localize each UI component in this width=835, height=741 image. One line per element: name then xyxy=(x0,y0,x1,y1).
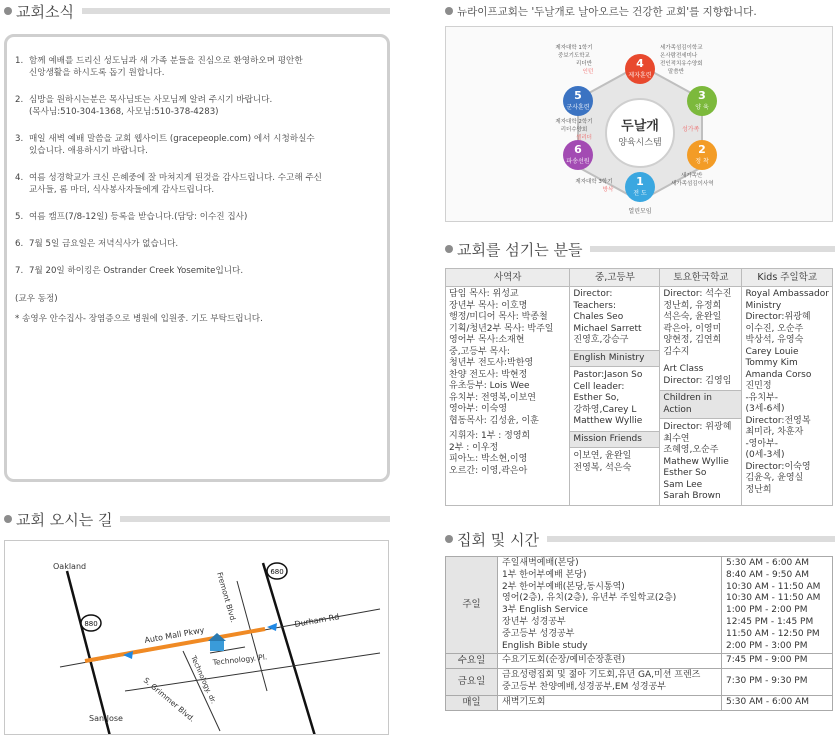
svg-text:셀리더: 셀리더 xyxy=(576,135,592,141)
header-bar xyxy=(120,516,390,522)
friday-services-cell xyxy=(498,669,722,696)
san-jose-label: San Jose xyxy=(89,714,123,723)
text-line: 2부 한어부예배(본당,동시통역) xyxy=(502,581,625,592)
map-section-header xyxy=(4,508,390,530)
text-line: 11:50 AM - 12:50 PM xyxy=(726,628,820,639)
text-line: 이수진, 오순주 xyxy=(745,323,804,334)
text-line: 중,고등부 목사: xyxy=(449,346,510,357)
text-line: 중고등부 성경공부 xyxy=(502,628,575,639)
youth-cell xyxy=(570,287,660,506)
text-line: Michael Sarrett xyxy=(573,323,642,334)
text-line: Carey Louie xyxy=(745,346,799,357)
bullet-icon xyxy=(445,245,453,253)
text-line: 조혜영,오순주 xyxy=(663,445,719,455)
news-title: 교회소식 xyxy=(16,2,74,21)
text-line: 진영호,강승구 xyxy=(573,335,629,345)
hwy-680-label: 680 xyxy=(270,568,284,576)
services-section-header xyxy=(445,528,835,550)
text-line: Esther So, xyxy=(573,393,620,403)
svg-text:제자대학 2학기: 제자대학 2학기 xyxy=(555,119,593,125)
text-line: 최수연 xyxy=(663,433,690,444)
kids-school-cell xyxy=(742,287,833,506)
line-list xyxy=(573,289,656,347)
text-line: Esther So xyxy=(663,468,707,478)
notice-number: 7. xyxy=(15,266,24,276)
servants-table xyxy=(445,268,833,506)
line-list xyxy=(573,451,656,474)
text-line: Director:이숙영 xyxy=(745,461,811,472)
line-list xyxy=(502,558,717,652)
wednesday-time-cell: 7:45 PM - 9:00 PM xyxy=(722,654,833,669)
text-line: Sam Lee xyxy=(663,479,703,490)
line-list xyxy=(573,370,656,428)
text-line: Art Class xyxy=(663,364,704,374)
directions-map xyxy=(4,540,389,735)
notice-number: 1. xyxy=(15,56,24,66)
header-bar xyxy=(590,246,835,252)
text-line: 3부 English Service xyxy=(502,605,588,616)
text-line: 중고등부 찬양예배,성경공부,EM 성경공부 xyxy=(502,681,666,692)
svg-text:1: 1 xyxy=(636,175,644,188)
text-line: 지휘자: 1부 : 정영희 xyxy=(449,431,531,441)
text-line: Pastor:Jason So xyxy=(573,370,643,380)
notice-box xyxy=(4,34,390,482)
freeway-680-road xyxy=(263,563,315,735)
text-line: 유치부: 전영복,이보연 xyxy=(449,392,537,403)
notice-item xyxy=(15,133,379,157)
notice-number: 5. xyxy=(15,212,24,222)
servants-section-header xyxy=(445,238,835,260)
col-header: 사역자 xyxy=(446,269,570,287)
text-line: Sarah Brown xyxy=(663,491,721,501)
text-line: 10:30 AM - 11:50 AM xyxy=(726,581,821,592)
svg-text:열린모임: 열린모임 xyxy=(628,208,652,215)
svg-text:리더수양회: 리더수양회 xyxy=(560,127,588,133)
text-line: 김수지 xyxy=(663,346,690,357)
durham-label: Durham Rd xyxy=(293,612,340,629)
bullet-icon xyxy=(445,535,453,543)
notice-item xyxy=(15,238,379,250)
english-ministry-subheader: English Ministry xyxy=(570,350,659,368)
discipleship-diagram xyxy=(446,27,834,223)
svg-text:제자대학 3학기: 제자대학 3학기 xyxy=(575,179,613,185)
text-line: Mathew Wyllie xyxy=(663,456,729,467)
svg-text:정 착: 정 착 xyxy=(695,158,709,165)
news-section-header xyxy=(4,0,390,22)
text-line: 2부 : 이우정 xyxy=(449,442,499,453)
svg-text:새가족반: 새가족반 xyxy=(681,173,703,179)
notice-text: 여름 성경학교가 크신 은혜중에 잘 마쳐지게 된것을 감사드립니다. 수고해 주신 교사들, 롬 마더, 식사봉사자들에게 감사드립니다. xyxy=(29,173,322,195)
services-table xyxy=(445,556,833,711)
header-bar xyxy=(547,536,835,542)
daily-time-cell: 5:30 AM - 6:00 AM xyxy=(722,695,833,710)
text-line: 오르간: 이영,곽은아 xyxy=(449,465,528,476)
node-5 xyxy=(555,43,593,116)
text-line: 장년부 성경공부 xyxy=(502,616,566,627)
friday-day-cell: 금요일 xyxy=(446,669,498,696)
text-line: 양현정, 김연희 xyxy=(663,335,722,345)
notice-text: 여름 캠프(7/8-12일) 등록을 받습니다.(담당: 이수진 집사) xyxy=(29,212,248,222)
fremont-blvd-road xyxy=(237,581,267,691)
sunday-services-cell xyxy=(498,557,722,654)
notice-number: 3. xyxy=(15,134,24,144)
svg-text:2: 2 xyxy=(698,143,706,156)
text-line: 박상석, 유영숙 xyxy=(745,335,804,345)
text-line: Ministry xyxy=(745,300,782,311)
daily-service-cell: 새벽기도회 xyxy=(498,695,722,710)
text-line: 기획/청년2부 목사: 박주일 xyxy=(449,323,554,334)
hwy-880-label: 880 xyxy=(84,620,98,628)
map-title: 교회 오시는 길 xyxy=(16,510,113,529)
text-line: Director:위광혜 xyxy=(745,312,811,322)
svg-text:제자훈련: 제자훈련 xyxy=(628,72,652,79)
text-line: (0세-3세) xyxy=(745,450,785,460)
text-line: 곽은아, 이영미 xyxy=(663,323,722,334)
text-line: Amanda Corso xyxy=(745,369,812,380)
svg-text:군사훈련: 군사훈련 xyxy=(566,104,590,111)
text-line: Teachers: xyxy=(573,300,617,311)
center-title: 두날개 xyxy=(621,119,659,134)
sunday-day-cell: 주일 xyxy=(446,557,498,654)
freeway-880-road xyxy=(67,571,110,735)
line-list xyxy=(663,364,738,387)
svg-text:성가족: 성가족 xyxy=(682,126,700,133)
notice-text: 7월 20일 하이킹은 Ostrander Creek Yosemite입니다. xyxy=(29,266,244,276)
col-header: 토요한국학교 xyxy=(660,269,742,287)
oakland-label: Oakland xyxy=(53,562,87,571)
svg-text:제자대학 1학기: 제자대학 1학기 xyxy=(555,45,593,51)
text-line: 이보연, 윤완일 xyxy=(573,451,632,461)
text-line: -유치부- xyxy=(745,392,779,403)
text-line: 12:45 PM - 1:45 PM xyxy=(726,616,814,627)
text-line: 주일새벽예배(본당) xyxy=(502,558,579,568)
node-1 xyxy=(625,172,655,215)
text-line: 협동목사: 김성윤, 이훈 xyxy=(449,415,539,426)
header-bar xyxy=(82,8,390,14)
text-line: 2:00 PM - 3:00 PM xyxy=(726,640,808,651)
text-line: 유초등부: Lois Wee xyxy=(449,381,530,391)
text-line: 김윤옥, 윤영실 xyxy=(745,473,804,483)
prayer-item: * 송영우 안수집사- 장염증으로 병원에 입원중. 기도 부탁드립니다. xyxy=(15,314,263,324)
text-line: -영아부- xyxy=(745,438,779,449)
text-line: 1부 한어부예배 본당) xyxy=(502,569,587,580)
notice-text: 심방을 원하시는분은 목사님또는 사모님께 알려 주시기 바랍니다. (목사님:510-304-1368, 사모님:510-378-4283) xyxy=(29,95,273,117)
text-line: Matthew Wyllie xyxy=(573,416,643,426)
notice-item xyxy=(15,211,379,223)
text-line: (3세-6세) xyxy=(745,404,785,414)
text-line: 8:40 AM - 9:50 AM xyxy=(726,569,809,580)
line-list xyxy=(449,431,566,477)
svg-text:5: 5 xyxy=(574,89,582,102)
sunday-times-cell xyxy=(722,557,833,654)
line-list xyxy=(663,289,738,358)
notice-list xyxy=(15,55,379,277)
text-line: 최미라, 차훈자 xyxy=(745,427,804,437)
text-line: 5:30 AM - 6:00 AM xyxy=(726,558,809,568)
korean-school-cell xyxy=(660,287,742,506)
text-line: 전영복, 석은숙 xyxy=(573,462,632,473)
auto-mall-label: Auto Mall Pkwy xyxy=(143,625,206,645)
text-line: Tommy Kim xyxy=(745,358,798,368)
wednesday-day-cell: 수요일 xyxy=(446,654,498,669)
technology-dr-label: Technology. dr. xyxy=(189,654,218,705)
svg-text:세가족섬김이학교: 세가족섬김이학교 xyxy=(660,45,703,51)
svg-text:6: 6 xyxy=(574,143,582,156)
text-line: 금요성령집회 및 젊아 기도회,유년 GA,미션 프렌즈 xyxy=(502,670,701,681)
col-header: Kids 주일학교 xyxy=(742,269,833,287)
text-line: 청년부 전도사:박한영 xyxy=(449,358,534,368)
bullet-icon xyxy=(4,7,12,15)
text-line: 영어(2층), 유치(2층), 유년부 주일학교(2층) xyxy=(502,593,677,604)
vision-statement: 뉴라이프교회는 '두날개로 날아오르는 건강한 교회'를 지향합니다. xyxy=(457,5,757,18)
text-line: 석은숙, 윤완일 xyxy=(663,312,722,322)
text-line: Director: xyxy=(573,289,613,299)
text-line: 찬양 전도사: 박현정 xyxy=(449,369,528,380)
line-list xyxy=(726,558,828,652)
bullet-icon xyxy=(445,7,453,15)
svg-text:새가족섬김이사역: 새가족섬김이사역 xyxy=(671,181,714,187)
center-subtitle: 양육시스템 xyxy=(618,138,662,148)
daily-day-cell: 매일 xyxy=(446,695,498,710)
svg-text:3: 3 xyxy=(698,89,706,102)
text-line: Director: 김영임 xyxy=(663,375,732,386)
text-line: Royal Ambassador xyxy=(745,289,829,299)
grimmer-label: S. Grimmer Blvd. xyxy=(141,675,197,724)
line-list xyxy=(745,289,829,496)
church-marker-icon xyxy=(210,641,224,651)
svg-text:말씀반: 말씀반 xyxy=(668,69,684,75)
friday-time-cell: 7:30 PM - 9:30 PM xyxy=(722,669,833,696)
text-line: 장년부 목사: 이호명 xyxy=(449,300,528,311)
mission-friends-subheader: Mission Friends xyxy=(570,431,659,449)
text-line: 피아노: 박소현,이영 xyxy=(449,454,528,464)
text-line: 진민정 xyxy=(745,381,772,391)
svg-text:4: 4 xyxy=(636,57,644,70)
text-line: 담임 목사: 위성교 xyxy=(449,289,519,299)
text-line: Director:전영복 xyxy=(745,415,811,426)
svg-text:전인적치유수양회: 전인적치유수양회 xyxy=(660,61,703,67)
notice-number: 2. xyxy=(15,95,24,105)
text-line: Cell leader: xyxy=(573,381,625,392)
notice-text: 매일 새벽 예배 말씀을 교회 웹사이트 (gracepeople.com) 에서 시청하실수 있습니다. 애용하시기 바랍니다. xyxy=(29,134,315,156)
text-line: 정난희 xyxy=(745,484,772,495)
fremont-blvd-label: Fremont Blvd. xyxy=(215,571,239,624)
notice-text: 함께 예배를 드리신 성도님과 새 가족 분들을 진심으로 환영하오며 평안한 신앙생활을 하시도록 돕기 원합니다. xyxy=(29,56,303,78)
notice-item xyxy=(15,265,379,277)
svg-text:전 도: 전 도 xyxy=(633,190,647,197)
text-line: 영어부 목사:소재현 xyxy=(449,335,525,345)
notice-text: 7월 5일 금요일은 저녁식사가 없습니다. xyxy=(29,239,179,249)
bullet-icon xyxy=(4,515,12,523)
notice-item xyxy=(15,94,379,118)
text-line: 10:30 AM - 11:50 AM xyxy=(726,593,821,604)
children-in-action-subheader: Children in Action xyxy=(660,390,741,419)
services-title: 집회 및 시간 xyxy=(457,530,539,549)
arrow-icon xyxy=(267,623,277,631)
svg-text:온사람전세미나: 온사람전세미나 xyxy=(660,53,698,59)
notice-number: 6. xyxy=(15,239,24,249)
svg-text:파송선원: 파송선원 xyxy=(566,158,590,165)
svg-text:중보기도학교: 중보기도학교 xyxy=(558,53,590,59)
svg-text:리더반: 리더반 xyxy=(576,61,592,67)
text-line: Chales Seo xyxy=(573,312,624,322)
notice-number: 4. xyxy=(15,173,24,183)
line-list xyxy=(502,670,717,694)
text-line: 행정/미디어 목사: 박종철 xyxy=(449,312,548,322)
text-line: 영아부: 이숙영 xyxy=(449,404,508,414)
wednesday-service-cell: 수요기도회(순장/예비순장훈련) xyxy=(498,654,722,669)
text-line: 강하영,Carey L xyxy=(573,404,637,415)
text-line: Director: 석수진 xyxy=(663,289,732,299)
text-line: 1:00 PM - 2:00 PM xyxy=(726,605,808,616)
vision-header xyxy=(445,0,835,22)
prayer-heading: (교우 동정) xyxy=(15,294,58,304)
svg-text:방삭: 방삭 xyxy=(602,187,614,193)
text-line: Director: 위광혜 xyxy=(663,422,732,432)
notice-item xyxy=(15,172,379,196)
text-line: English Bible study xyxy=(502,640,588,651)
svg-text:양 육: 양 육 xyxy=(695,104,709,111)
line-list xyxy=(663,422,738,503)
col-header: 중,고등부 xyxy=(570,269,660,287)
line-list xyxy=(449,289,566,427)
text-line: 정난희, 유정희 xyxy=(663,300,722,311)
vision-diagram-box xyxy=(445,26,833,222)
technology-pl-label: Technology. Pl. xyxy=(212,652,268,667)
pastors-cell xyxy=(446,287,570,506)
svg-text:인턴: 인턴 xyxy=(582,69,594,75)
notice-item xyxy=(15,55,379,79)
servants-title: 교회를 섬기는 분들 xyxy=(457,240,583,259)
map-graphic xyxy=(5,541,389,735)
